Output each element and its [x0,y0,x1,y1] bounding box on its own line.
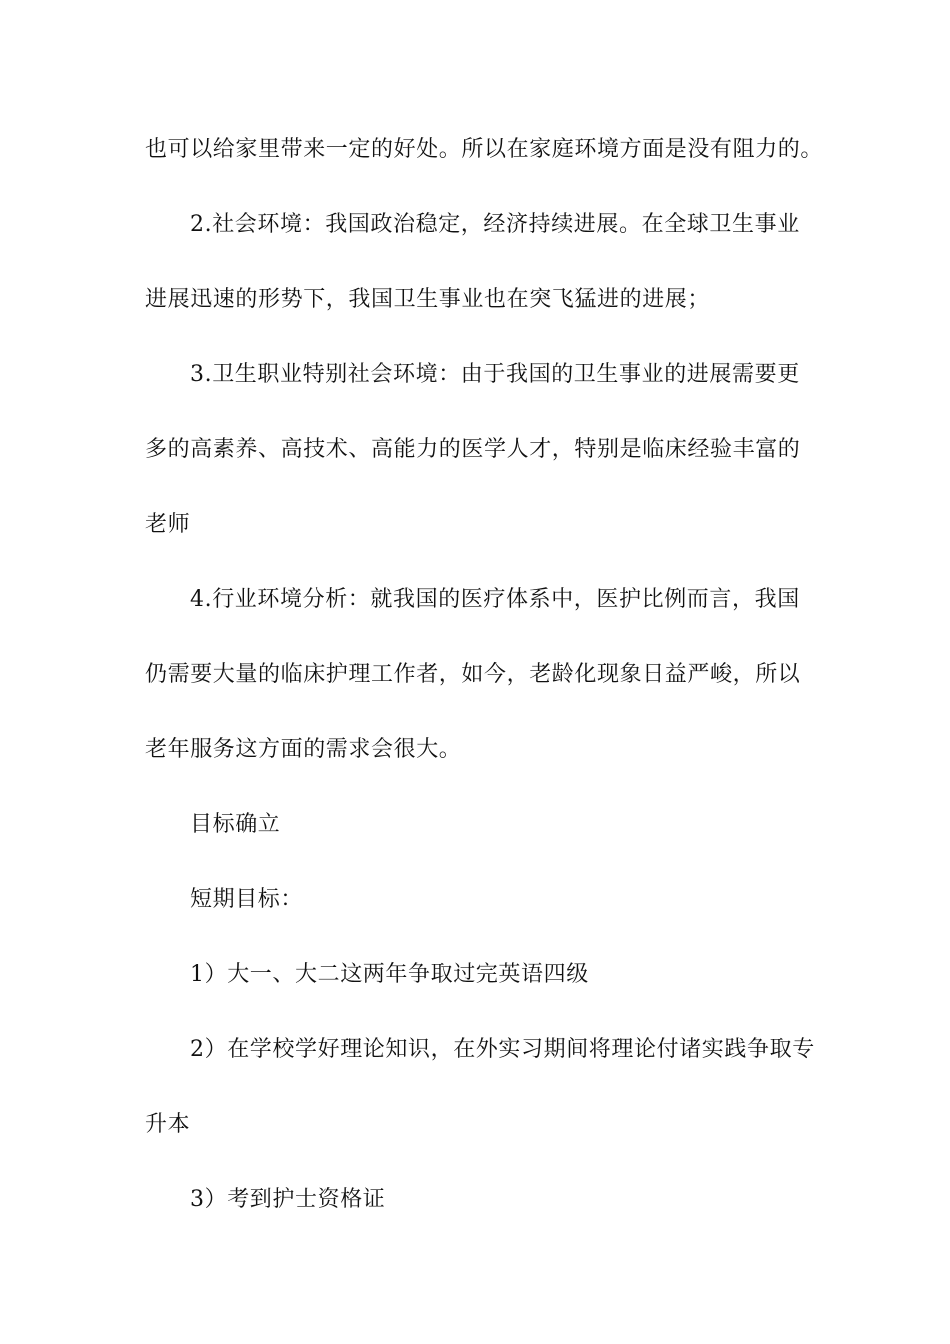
paragraph-line: 多的高素养、高技术、高能力的医学人才，特别是临床经验丰富的 [145,437,801,462]
section-heading: 目标确立 [190,812,281,837]
paragraph-line: 进展迅速的形势下，我国卫生事业也在突飞猛进的进展； [145,287,711,312]
list-item: 3）考到护士资格证 [190,1187,386,1212]
paragraph-line: 2.社会环境：我国政治稳定，经济持续进展。在全球卫生事业 [190,212,800,237]
paragraph-line: 也可以给家里带来一定的好处。所以在家庭环境方面是没有阻力的。 [145,137,824,162]
list-item-continuation: 升本 [145,1112,191,1137]
paragraph-line: 老师 [145,512,191,537]
list-item: 1）大一、大二这两年争取过完英语四级 [190,962,589,987]
subsection-heading: 短期目标： [190,887,304,912]
paragraph-line: 4.行业环境分析：就我国的医疗体系中，医护比例而言，我国 [190,587,800,612]
paragraph-line: 老年服务这方面的需求会很大。 [145,737,462,762]
list-item: 2）在学校学好理论知识，在外实习期间将理论付诸实践争取专 [190,1037,815,1062]
paragraph-line: 3.卫生职业特别社会环境：由于我国的卫生事业的进展需要更 [190,362,800,387]
paragraph-line: 仍需要大量的临床护理工作者，如今，老龄化现象日益严峻，所以 [145,662,801,687]
